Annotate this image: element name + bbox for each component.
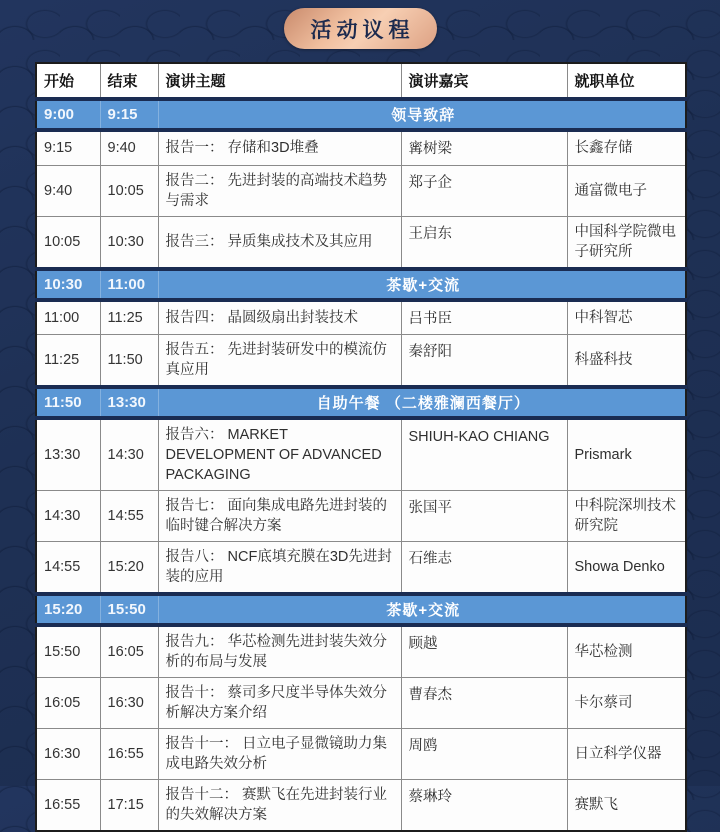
speaker-cell: 寗树梁 xyxy=(401,130,567,165)
talk-row xyxy=(36,542,686,595)
agenda-table xyxy=(35,62,687,832)
start-time-cell: 11:25 xyxy=(36,335,100,388)
banner-start-time: 15:20 xyxy=(36,594,100,625)
banner-row xyxy=(36,99,686,130)
talk-row xyxy=(36,300,686,335)
banner-end-time: 9:15 xyxy=(100,99,158,130)
topic-cell: 报告十二： 赛默飞在先进封装行业的失效解决方案 xyxy=(158,780,401,832)
topic-cell: 报告七： 面向集成电路先进封装的临时键合解决方案 xyxy=(158,491,401,542)
speaker-cell: SHIUH-KAO CHIANG xyxy=(401,418,567,491)
talk-row xyxy=(36,418,686,491)
organization-cell: 通富微电子 xyxy=(567,165,686,216)
banner-row xyxy=(36,269,686,300)
talk-row xyxy=(36,678,686,729)
column-header-org: 就职单位 xyxy=(567,63,686,99)
end-time-cell: 14:30 xyxy=(100,418,158,491)
topic-cell: 报告六： MARKET DEVELOPMENT OF ADVANCED PACKAGING xyxy=(158,418,401,491)
end-time-cell: 16:55 xyxy=(100,729,158,780)
agenda-table-container xyxy=(35,62,685,832)
banner-label: 自助午餐 （二楼雅澜西餐厅） xyxy=(158,387,686,418)
start-time-cell: 15:50 xyxy=(36,625,100,678)
organization-cell: 日立科学仪器 xyxy=(567,729,686,780)
speaker-cell: 周鸥 xyxy=(401,729,567,780)
banner-label: 茶歇+交流 xyxy=(158,269,686,300)
banner-end-time: 11:00 xyxy=(100,269,158,300)
end-time-cell: 9:40 xyxy=(100,130,158,165)
end-time-cell: 11:50 xyxy=(100,335,158,388)
topic-cell: 报告九： 华芯检测先进封装失效分析的布局与发展 xyxy=(158,625,401,678)
topic-cell: 报告八： NCF底填充膜在3D先进封装的应用 xyxy=(158,542,401,595)
organization-cell: 中科院深圳技术研究院 xyxy=(567,491,686,542)
start-time-cell: 9:15 xyxy=(36,130,100,165)
topic-cell: 报告十一： 日立电子显微镜助力集成电路失效分析 xyxy=(158,729,401,780)
talk-row xyxy=(36,130,686,165)
organization-cell: 科盛科技 xyxy=(567,335,686,388)
speaker-cell: 吕书臣 xyxy=(401,300,567,335)
start-time-cell: 16:30 xyxy=(36,729,100,780)
speaker-cell: 秦舒阳 xyxy=(401,335,567,388)
column-header-end: 结束 xyxy=(100,63,158,99)
organization-cell: 长鑫存储 xyxy=(567,130,686,165)
topic-cell: 报告二： 先进封装的高端技术趋势与需求 xyxy=(158,165,401,216)
start-time-cell: 13:30 xyxy=(36,418,100,491)
page-title: 活动议程 xyxy=(284,8,437,49)
organization-cell: 赛默飞 xyxy=(567,780,686,832)
end-time-cell: 16:05 xyxy=(100,625,158,678)
end-time-cell: 11:25 xyxy=(100,300,158,335)
speaker-cell: 蔡琳玲 xyxy=(401,780,567,832)
banner-row xyxy=(36,387,686,418)
talk-row xyxy=(36,335,686,388)
organization-cell: Prismark xyxy=(567,418,686,491)
speaker-cell: 张国平 xyxy=(401,491,567,542)
banner-start-time: 11:50 xyxy=(36,387,100,418)
end-time-cell: 10:30 xyxy=(100,216,158,269)
organization-cell: 卡尔蔡司 xyxy=(567,678,686,729)
organization-cell: 中国科学院微电子研究所 xyxy=(567,216,686,269)
speaker-cell: 石维志 xyxy=(401,542,567,595)
banner-end-time: 15:50 xyxy=(100,594,158,625)
topic-cell: 报告十： 蔡司多尺度半导体失效分析解决方案介绍 xyxy=(158,678,401,729)
start-time-cell: 14:30 xyxy=(36,491,100,542)
talk-row xyxy=(36,625,686,678)
topic-cell: 报告四： 晶圆级扇出封装技术 xyxy=(158,300,401,335)
banner-label: 茶歇+交流 xyxy=(158,594,686,625)
talk-row xyxy=(36,780,686,832)
banner-start-time: 10:30 xyxy=(36,269,100,300)
column-header-speaker: 演讲嘉宾 xyxy=(401,63,567,99)
column-header-topic: 演讲主题 xyxy=(158,63,401,99)
topic-cell: 报告一： 存储和3D堆叠 xyxy=(158,130,401,165)
start-time-cell: 14:55 xyxy=(36,542,100,595)
column-header-start: 开始 xyxy=(36,63,100,99)
banner-row xyxy=(36,594,686,625)
banner-label: 领导致辞 xyxy=(158,99,686,130)
talk-row xyxy=(36,216,686,269)
start-time-cell: 11:00 xyxy=(36,300,100,335)
start-time-cell: 16:05 xyxy=(36,678,100,729)
topic-cell: 报告三： 异质集成技术及其应用 xyxy=(158,216,401,269)
start-time-cell: 9:40 xyxy=(36,165,100,216)
organization-cell: 华芯检测 xyxy=(567,625,686,678)
end-time-cell: 14:55 xyxy=(100,491,158,542)
talk-row xyxy=(36,729,686,780)
end-time-cell: 16:30 xyxy=(100,678,158,729)
banner-start-time: 9:00 xyxy=(36,99,100,130)
start-time-cell: 10:05 xyxy=(36,216,100,269)
topic-cell: 报告五： 先进封装研发中的模流仿真应用 xyxy=(158,335,401,388)
end-time-cell: 10:05 xyxy=(100,165,158,216)
speaker-cell: 曹春杰 xyxy=(401,678,567,729)
speaker-cell: 王启东 xyxy=(401,216,567,269)
organization-cell: 中科智芯 xyxy=(567,300,686,335)
end-time-cell: 15:20 xyxy=(100,542,158,595)
speaker-cell: 郑子企 xyxy=(401,165,567,216)
start-time-cell: 16:55 xyxy=(36,780,100,832)
table-header-row xyxy=(36,63,686,99)
organization-cell: Showa Denko xyxy=(567,542,686,595)
end-time-cell: 17:15 xyxy=(100,780,158,832)
talk-row xyxy=(36,491,686,542)
speaker-cell: 顾越 xyxy=(401,625,567,678)
page-header xyxy=(0,0,720,49)
banner-end-time: 13:30 xyxy=(100,387,158,418)
talk-row xyxy=(36,165,686,216)
